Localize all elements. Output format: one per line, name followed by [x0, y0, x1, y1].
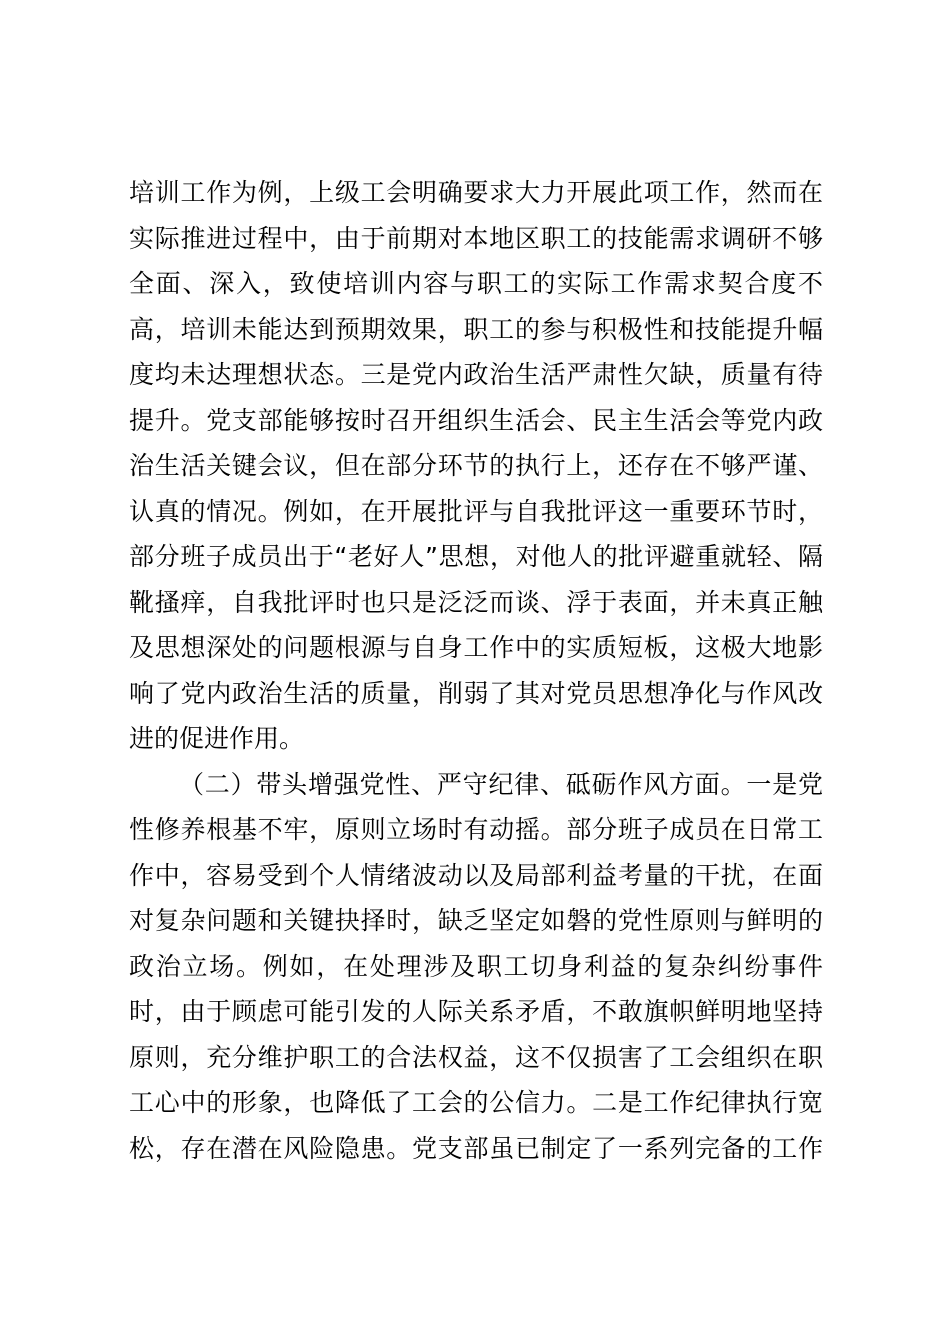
- paragraph-line: 高，培训未能达到预期效果，职工的参与积极性和技能提升幅: [129, 314, 823, 344]
- paragraph-1: [129, 170, 823, 762]
- paragraph-line: 实际推进过程中，由于前期对本地区职工的技能需求调研不够: [129, 223, 823, 253]
- paragraph-line: 性修养根基不牢，原则立场时有动摇。部分班子成员在日常工: [129, 815, 823, 844]
- section-heading-line: （二）带头增强党性、严守纪律、砥砺作风方面。一是党: [179, 769, 823, 799]
- paragraph-line: 靴搔痒，自我批评时也只是泛泛而谈、浮于表面，并未真正触: [129, 587, 823, 617]
- paragraph-line: 培训工作为例，上级工会明确要求大力开展此项工作，然而在: [129, 178, 823, 207]
- paragraph-line: 及思想深处的问题根源与自身工作中的实质短板，这极大地影: [129, 633, 823, 662]
- paragraph-line: 治生活关键会议，但在部分环节的执行上，还存在不够严谨、: [129, 451, 823, 480]
- paragraph-line: 认真的情况。例如，在开展批评与自我批评这一重要环节时，: [129, 496, 823, 526]
- paragraph-line: 作中，容易受到个人情绪波动以及局部利益考量的干扰，在面: [129, 860, 823, 890]
- paragraph-line: 原则，充分维护职工的合法权益，这不仅损害了工会组织在职: [129, 1042, 823, 1072]
- paragraph-line: 进的促进作用。: [129, 724, 305, 753]
- paragraph-line: 提升。党支部能够按时召开组织生活会、民主生活会等党内政: [129, 405, 823, 435]
- paragraph-line: 工心中的形象，也降低了工会的公信力。二是工作纪律执行宽: [129, 1088, 823, 1117]
- paragraph-line: 对复杂问题和关键抉择时，缺乏坚定如磐的党性原则与鲜明的: [129, 906, 823, 935]
- paragraph-line: 时，由于顾虑可能引发的人际关系矛盾，不敢旗帜鲜明地坚持: [129, 997, 823, 1026]
- document-body: [129, 170, 823, 1171]
- paragraph-2: [129, 762, 823, 1172]
- paragraph-line: 政治立场。例如，在处理涉及职工切身利益的复杂纠纷事件: [129, 951, 823, 981]
- paragraph-line: 全面、深入，致使培训内容与职工的实际工作需求契合度不: [129, 269, 823, 298]
- paragraph-line: 松，存在潜在风险隐患。党支部虽已制定了一系列完备的工作: [129, 1133, 823, 1163]
- paragraph-line: 响了党内政治生活的质量，削弱了其对党员思想净化与作风改: [129, 678, 823, 708]
- paragraph-line: 度均未达理想状态。三是党内政治生活严肃性欠缺，质量有待: [129, 360, 823, 389]
- paragraph-line: 部分班子成员出于“老好人”思想，对他人的批评避重就轻、隔: [129, 542, 823, 571]
